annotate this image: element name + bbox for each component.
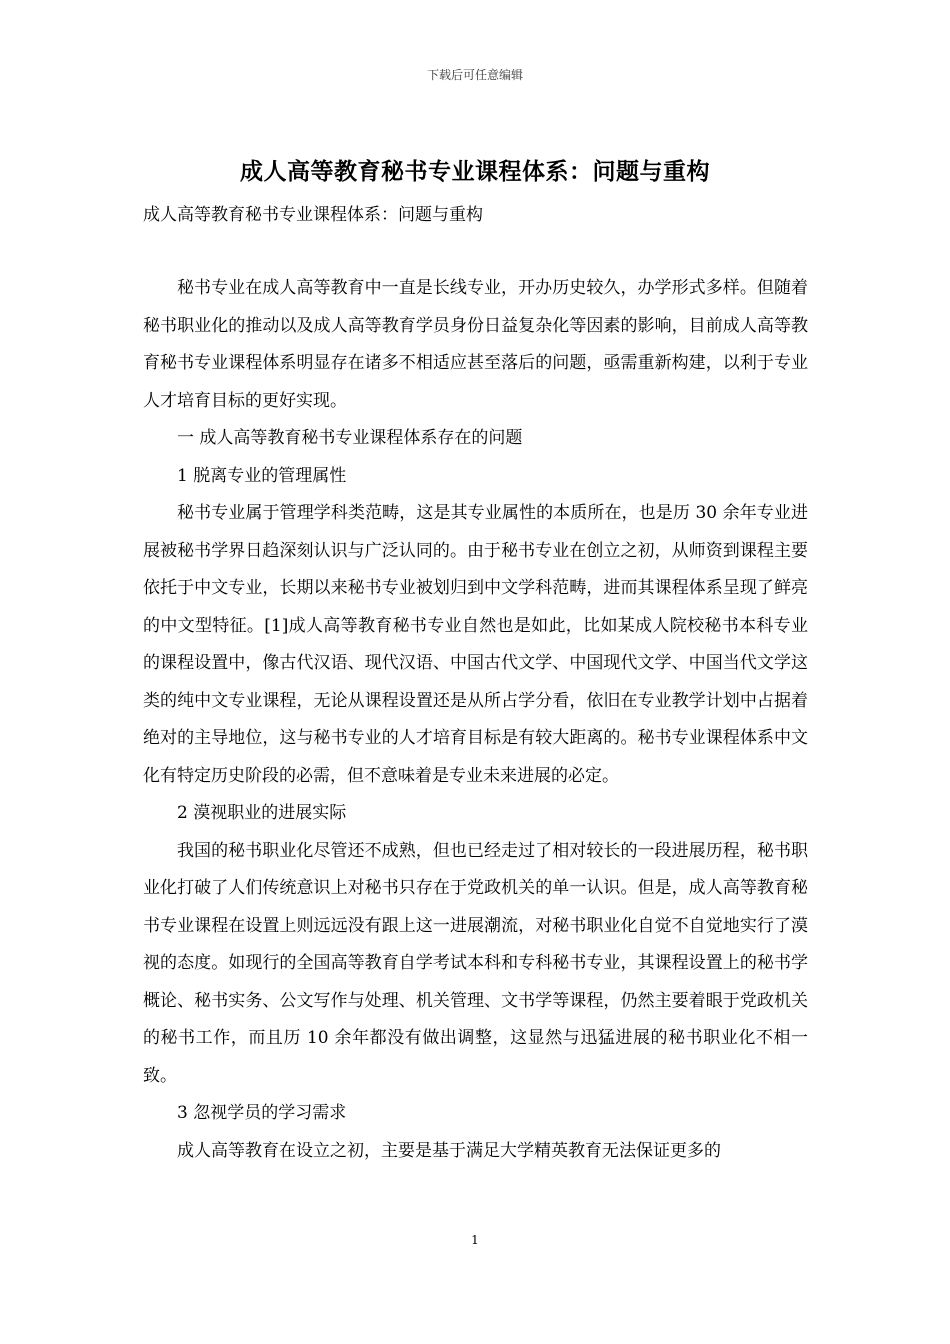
paragraph-1: 秘书专业属于管理学科类范畴，这是其专业属性的本质所在，也是历 30 余年专业进展被秘书学界日趋深刻认识与广泛认同的。由于秘书专业在创立之初，从师资到课程主要依托于中文专业，长期以来秘书专业被划归到中文学科范畴，进而其课程体系呈现了鲜亮的中文型特征。[1]成人高等教育秘书专业自然也是如此，比如某成人院校秘书本科专业的课程设置中，像古代汉语、现代汉语、中国古代文学、中国现代文学、中国当代文学这类的纯中文专业课程，无论从课程设置还是从所占学分看，依旧在专业教学计划中占据着绝对的主导地位，这与秘书专业的人才培育目标是有较大距离的。秘书专业课程体系中文化有特定历史阶段的必需，但不意味着是专业未来进展的必定。 <box>143 503 808 786</box>
document-subtitle: 成人高等教育秘书专业课程体系：问题与重构 <box>143 205 483 225</box>
page-number: 1 <box>471 1233 479 1247</box>
subsection-heading-3: 3 忽视学员的学习需求 <box>177 1103 347 1123</box>
subsection-heading-2: 2 漠视职业的进展实际 <box>177 803 347 823</box>
document-title: 成人高等教育秘书专业课程体系：问题与重构 <box>240 158 710 185</box>
paragraph-2: 我国的秘书职业化尽管还不成熟，但也已经走过了相对较长的一段进展历程，秘书职业化打破了人们传统意识上对秘书只存在于党政机关的单一认识。但是，成人高等教育秘书专业课程在设置上则远远没有跟上这一进展潮流，对秘书职业化自觉不自觉地实行了漠视的态度。如现行的全国高等教育自学考试本科和专科秘书专业，其课程设置上的秘书学概论、秘书实务、公文写作与处理、机关管理、文书学等课程，仍然主要着眼于党政机关的秘书工作，而且历 10 余年都没有做出调整，这显然与迅猛进展的秘书职业化不相一致。 <box>143 840 808 1086</box>
page-header: 下载后可任意编辑 <box>426 68 523 82</box>
paragraph-3: 成人高等教育在设立之初，主要是基于满足大学精英教育无法保证更多的 <box>177 1140 721 1161</box>
section-heading-1: 一 成人高等教育秘书专业课程体系存在的问题 <box>177 428 523 448</box>
subsection-heading-1: 1 脱离专业的管理属性 <box>177 465 347 486</box>
paragraph-intro: 秘书专业在成人高等教育中一直是长线专业，开办历史较久，办学形式多样。但随着秘书职业化的推动以及成人高等教育学员身份日益复杂化等因素的影响，目前成人高等教育秘书专业课程体系明显存在诸多不相适应甚至落后的问题，亟需重新构建，以利于专业人才培育目标的更好实现。 <box>143 278 808 411</box>
document-body <box>143 270 808 1170</box>
